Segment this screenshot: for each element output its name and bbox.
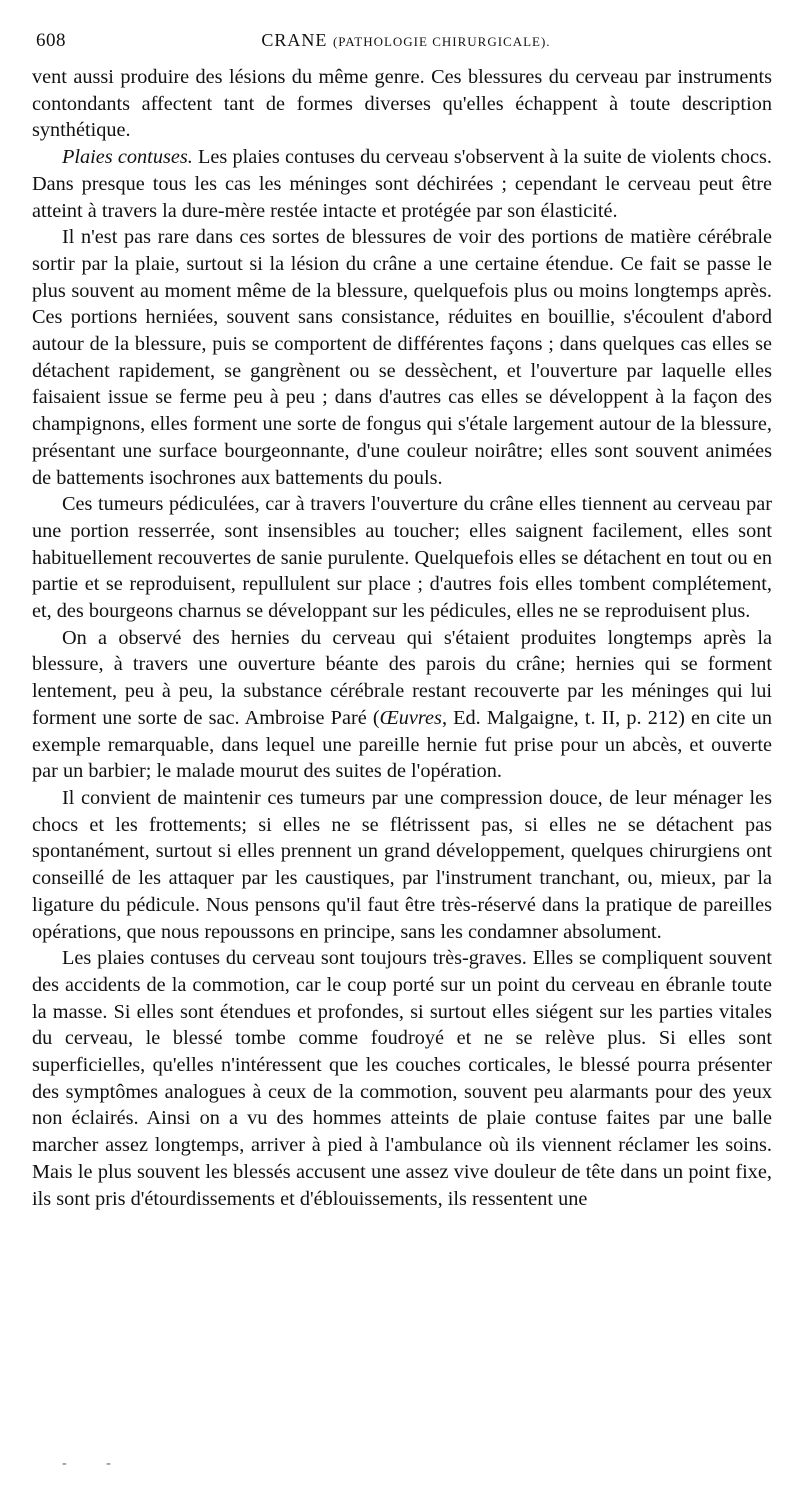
paragraph-4 xyxy=(32,491,772,625)
book-title-oeuvres: Œuvres xyxy=(379,706,442,729)
paragraph-2-text: Les plaies contuses du cerveau s'observent à la suite de violents chocs. Dans presque tous les cas les méninges sont déchirées ; cependant le cerveau peut être atteint à travers la dure-mère restée intacte et protégée par son élasticité. xyxy=(32,146,772,222)
paragraph-1-text: vent aussi produire des lésions du même genre. Ces blessures du cerveau par instruments contondants affectent tant de formes diverses qu'elles échappent à toute description synthétique. xyxy=(32,66,772,142)
paragraph-1 xyxy=(32,64,772,144)
paragraph-6 xyxy=(32,785,772,945)
paragraph-2 xyxy=(32,144,772,224)
paragraph-4-text: Ces tumeurs pédiculées, car à travers l'ouverture du crâne elles tiennent au cerveau par une portion resserrée, sont insensibles au toucher; elles saignent facilement, elles sont habituellement recouvertes de sanie purulente. Quelquefois elles se détachent en tout ou en partie et se reproduisent, repullulent sur place ; d'autres fois elles tombent complétement, et, des bourgeons charnus se développant sur les pédicules, elles ne se reproduisent plus. xyxy=(32,493,772,623)
paragraph-5-text-a: On a observé des hernies du cerveau qui s'étaient produites longtemps après la blessure, à travers une ouverture béante des parois du crâne; hernies qui se forment lentement, peu à peu, la substance cérébrale restant recouverte par les méninges qui lui forment une sorte de sac. Ambroise Paré ( xyxy=(32,626,772,729)
paragraph-5 xyxy=(32,625,772,785)
paragraph-3 xyxy=(32,224,772,491)
paragraph-7 xyxy=(32,945,772,1212)
page-number: 608 xyxy=(36,30,66,51)
paragraph-7-text: Les plaies contuses du cerveau sont toujours très-graves. Elles se compliquent souvent des accidents de la commotion, car le coup porté sur un point du cerveau en ébranle toute la masse. Si elles sont étendues et profondes, si surtout elles siégent sur les parties vitales du cerveau, le blessé tombe comme foudroyé et ne se relève plus. Si elles sont superficielles, qu'elles n'intéressent que les couches corticales, le blessé pourra présenter des symptômes analogues à ceux de la commotion, souvent peu alarmants pour des yeux non éclairés. Ainsi on a vu des hommes atteints de plaie contuse faites par une balle marcher assez longtemps, arriver à pied à l'ambulance où ils viennent réclamer les soins. Mais le plus souvent les blessés accusent une assez vive douleur de tête dans un point fixe, ils sont pris d'étourdissements et d'éblouissements, ils ressentent une xyxy=(32,947,772,1210)
running-head xyxy=(36,30,776,51)
running-head-title: CRANE xyxy=(261,30,328,50)
section-heading-plaies-contuses: Plaies contuses. xyxy=(62,146,193,169)
footer-marks: - - xyxy=(62,1456,129,1471)
paragraph-6-text: Il convient de maintenir ces tumeurs par une compression douce, de leur ménager les chocs et les frottements; si elles ne se flétrissent pas, si elles ne se détachent pas spontanément, surtout si elles prennent un grand développement, quelques chirurgiens ont conseillé de les attaquer par les caustiques, par l'instrument tranchant, ou, mieux, par la ligature du pédicule. Nous pensons qu'il faut être très-réservé dans la pratique de pareilles opérations, que nous repoussons en principe, sans les condamner absolument. xyxy=(32,786,772,943)
paragraph-5-text-b: , Ed. Malgaigne, t. II, p. 212) en cite un exemple remarquable, dans lequel une pareille hernie fut prise pour un abcès, et ouverte par un barbier; le malade mourut des suites de l'opération. xyxy=(32,706,772,783)
body-text xyxy=(32,64,772,1212)
running-head-subtitle: (PATHOLOGIE CHIRURGICALE). xyxy=(332,34,551,49)
page-header xyxy=(36,30,776,58)
paragraph-3-text: Il n'est pas rare dans ces sortes de blessures de voir des portions de matière cérébrale sortir par la plaie, surtout si la lésion du crâne a une certaine étendue. Ce fait se passe le plus souvent au moment même de la blessure, quelquefois plus ou moins longtemps après. Ces portions herniées, souvent sans consistance, réduites en bouillie, s'écoulent d'abord autour de la blessure, puis se comportent de différentes façons ; dans quelques cas elles se détachent rapidement, se gangrènent ou se dessèchent, et l'ouverture par laquelle elles faisaient issue se ferme peu à peu ; dans d'autres cas elles se développent à la façon des champignons, elles forment une sorte de fongus qui s'étale largement autour de la blessure, présentant une surface bourgeonnante, d'une couleur noirâtre; elles sont souvent animées de battements isochrones aux battements du pouls. xyxy=(32,226,772,489)
